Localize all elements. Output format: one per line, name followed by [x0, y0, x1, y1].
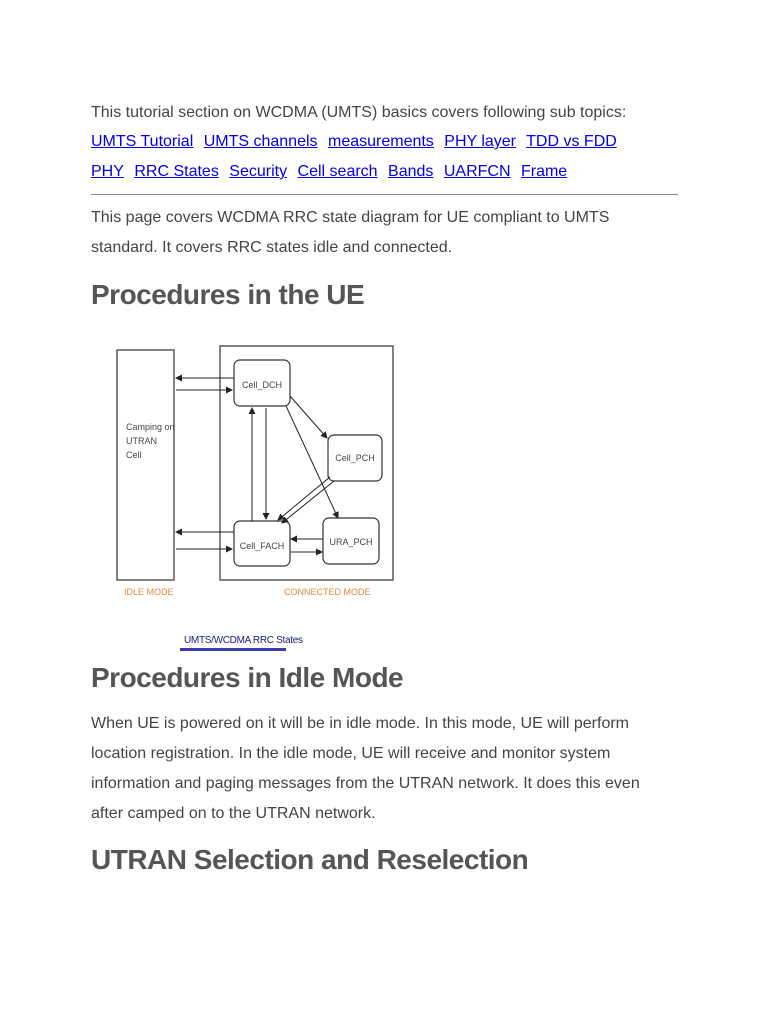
idle-mode-label: IDLE MODE: [124, 587, 174, 597]
link-security[interactable]: Security: [229, 163, 288, 180]
heading-utran-selection: UTRAN Selection and Reselection: [91, 844, 529, 875]
link-measurements[interactable]: measurements: [327, 133, 434, 150]
link-rrc-states[interactable]: RRC States: [134, 163, 219, 180]
link-umts-channels[interactable]: UMTS channels: [203, 133, 318, 150]
link-tdd-vs-fdd[interactable]: TDD vs FDD: [526, 133, 617, 150]
heading-procedures-in-idle-mode: Procedures in Idle Mode: [91, 662, 404, 693]
heading-procedures-in-ue: Procedures in the UE: [91, 279, 365, 310]
page-intro-paragraph: This page covers WCDMA RRC state diagram for UE compliant to UMTS standard. It covers RRC states idle and connected.: [91, 209, 610, 256]
idle-box-label-line-2: UTRAN: [126, 436, 157, 446]
link-cell-search[interactable]: Cell search: [297, 163, 378, 180]
link-frame[interactable]: Frame: [520, 163, 568, 180]
link-bands[interactable]: Bands: [388, 163, 434, 180]
state-ura-pch-label: URA_PCH: [329, 537, 373, 547]
subtopic-links-row-1: [91, 130, 623, 154]
link-phy-layer[interactable]: PHY layer: [444, 133, 516, 150]
state-cell-dch-label: Cell_DCH: [241, 380, 283, 390]
link-umts-tutorial[interactable]: UMTS Tutorial: [91, 133, 194, 150]
idle-mode-paragraph: When UE is powered on it will be in idle mode. In this mode, UE will perform location registration. In the idle mode, UE will receive and monitor system information and paging messages from the UTRAN network. It does this even after camped on to the UTRAN network.: [91, 715, 640, 822]
intro-text: This tutorial section on WCDMA (UMTS) basics covers following sub topics:: [91, 104, 627, 121]
horizontal-divider: [91, 194, 678, 195]
diagram-caption: UMTS/WCDMA RRC States: [184, 635, 303, 646]
link-uarfcn[interactable]: UARFCN: [443, 163, 511, 180]
caption-underline: [180, 648, 286, 651]
state-cell-fach-label: Cell_FACH: [239, 541, 285, 551]
idle-mode-box: [117, 350, 174, 580]
idle-box-label-line-3: Cell: [126, 450, 142, 460]
idle-box-label-line-1: Camping on: [126, 422, 175, 432]
subtopic-links-row-2: [91, 160, 573, 184]
rrc-state-diagram: [110, 340, 410, 610]
state-cell-pch-label: Cell_PCH: [335, 453, 375, 463]
link-phy[interactable]: PHY: [91, 163, 124, 180]
connected-mode-label: CONNECTED MODE: [284, 587, 371, 597]
